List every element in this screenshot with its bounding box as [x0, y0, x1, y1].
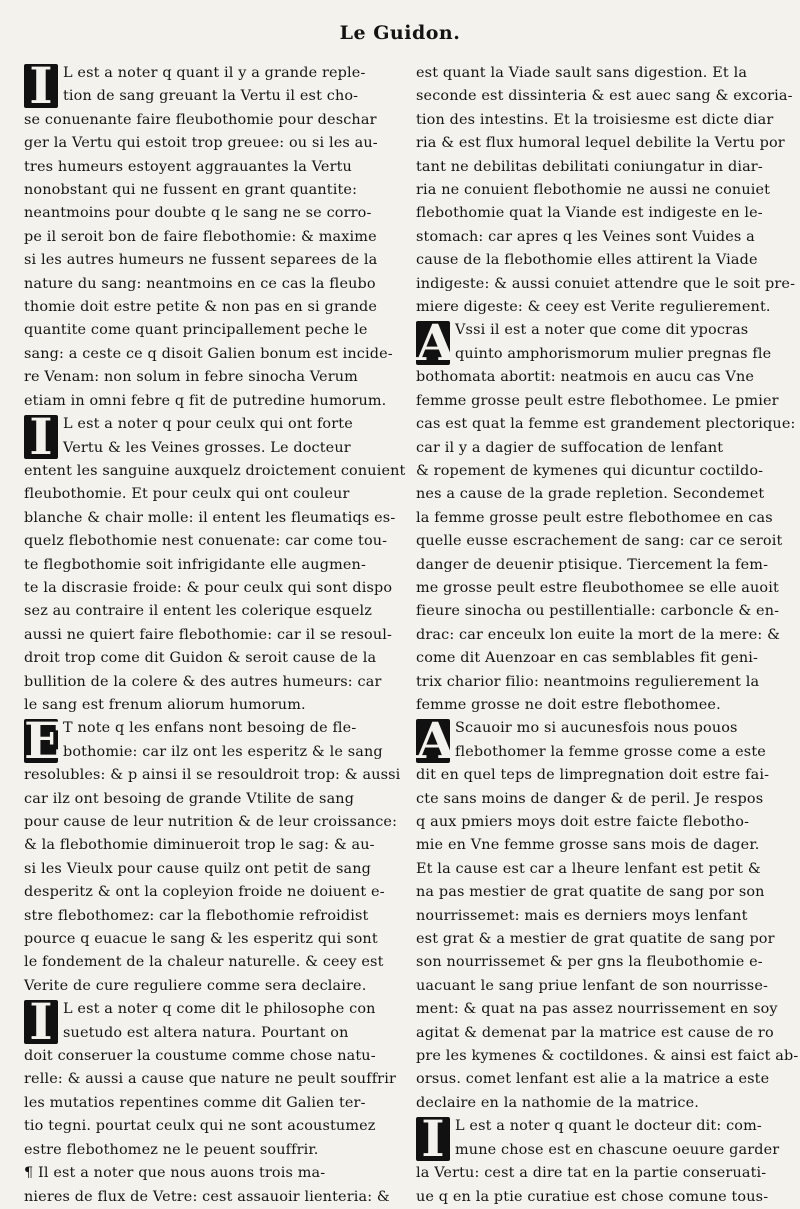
- text-line: sang: a ceste ce q disoit Galien bonum est incide-: [24, 345, 393, 362]
- text-line: declaire en la nathomie de la matrice.: [416, 1094, 699, 1111]
- text-line: est quant la Viade sault sans digestion. Et la: [416, 65, 748, 81]
- text-line: fleubothomie. Et pour ceulx qui ont couleur: [24, 486, 350, 503]
- paragraph: [416, 62, 796, 319]
- paragraph: [24, 56, 396, 413]
- text-line: son nourrissemet & per gns la fleubothomie e-: [416, 954, 763, 971]
- text-line: drac: car enceulx lon euite la mort de la mere: &: [416, 626, 781, 643]
- right-text-column: [416, 62, 799, 1205]
- text-line: desperitz & ont la copleyion froide ne doiuent e-: [24, 884, 385, 901]
- text-line: neantmoins pour doubte q le sang ne se corro-: [24, 205, 372, 222]
- text-line: miere digeste: & ceey est Verite regulierement.: [416, 299, 771, 316]
- drop-capital: A: [416, 313, 455, 373]
- text-line: flebothomie quat la Viande est indigeste en le-: [416, 205, 763, 222]
- drop-capital: I: [24, 415, 58, 459]
- text-line: bullition de la colere & des autres humeurs: car: [24, 673, 382, 690]
- text-line: & ropement de kymenes qui dicuntur coctildo-: [416, 462, 764, 479]
- text-line: te flegbothomie soit infrigidante elle augmen-: [24, 556, 366, 573]
- drop-capital: I: [24, 1000, 58, 1044]
- text-line: trix charior filio: neantmoins regulierement la: [416, 673, 760, 690]
- drop-capital: I: [24, 64, 58, 108]
- text-line: L est a noter q pour ceulx qui ont forte: [63, 416, 353, 433]
- text-line: tio tegni. pourtat ceulx qui ne sont acoustumez: [24, 1118, 376, 1135]
- text-line: resolubles: & p ainsi il se resouldroit trop: & aussi: [24, 767, 401, 784]
- text-line: Vssi il est a noter que come dit ypocras: [455, 322, 749, 339]
- text-line: tion de sang greuant la Vertu il est cho-: [63, 88, 359, 105]
- paragraph: [24, 407, 406, 717]
- left-text-column: [24, 56, 406, 1205]
- text-line: cte sans moins de danger & de peril. Je respos: [416, 790, 764, 807]
- text-line: ¶ Il est a noter que nous auons trois ma-: [24, 1165, 326, 1182]
- text-line: cause de la flebothomie elles attirent la Viade: [416, 252, 758, 269]
- text-line: te la discrasie froide: & pour ceulx qui sont dispo: [24, 579, 393, 596]
- text-line: stre flebothomez: car la flebothomie refroidist: [24, 907, 369, 924]
- drop-capital: E: [24, 711, 63, 771]
- text-line: tres humeurs estoyent aggrauantes la Vertu: [24, 158, 352, 175]
- text-line: me grosse peult estre fleubothomee se elle auoit: [416, 579, 779, 596]
- text-line: aussi ne quiert faire flebothomie: car il se resoul-: [24, 626, 393, 643]
- text-line: ger la Vertu qui estoit trop greuee: ou si les au-: [24, 135, 378, 152]
- text-line: & la flebothomie diminueroit trop le sag: & au-: [24, 837, 375, 854]
- text-line: tion des intestins. Et la troisiesme est dicte diar: [416, 111, 774, 128]
- drop-capital: A: [416, 711, 455, 771]
- text-line: thomie doit estre petite & non pas en si grande: [24, 299, 378, 316]
- text-line: doit conseruer la coustume comme chose natu-: [24, 1048, 376, 1065]
- text-line: les mutatios repentines comme dit Galien ter-: [24, 1094, 366, 1111]
- text-line: quelz flebothomie nest conuenate: car come tou-: [24, 533, 388, 550]
- text-line: droit trop come dit Guidon & seroit cause de la: [24, 650, 377, 667]
- text-line: suetudo est altera natura. Pourtant on: [63, 1024, 349, 1041]
- text-line: L est a noter q quant il y a grande reple-: [63, 65, 366, 81]
- text-line: T note q les enfans nont besoing de fle-: [63, 720, 357, 737]
- text-line: blanche & chair molle: il entent les fleumatiqs es-: [24, 509, 396, 526]
- text-line: etiam in omni febre q fit de putredine humorum.: [24, 392, 387, 409]
- paragraph: [416, 1109, 782, 1209]
- text-line: ria & est flux humoral lequel debilite la Vertu por: [416, 135, 785, 152]
- text-line: stomach: car apres q les Veines sont Vuides a: [416, 228, 755, 245]
- text-line: re Venam: non solum in febre sinocha Verum: [24, 369, 358, 386]
- text-line: estre flebothomez ne le peuent souffrir.: [24, 1141, 319, 1158]
- text-line: quelle eusse escrachement de sang: car ce seroit: [416, 533, 783, 550]
- text-line: pre les kymenes & coctildones. & ainsi est faict ab-: [416, 1048, 799, 1065]
- text-line: sez au contraire il entent les colerique esquelz: [24, 603, 373, 620]
- text-line: fieure sinocha ou pestillentialle: carboncle & en-: [416, 603, 780, 620]
- text-line: si les autres humeurs ne fussent separees de la: [24, 252, 378, 269]
- text-line: Scauoir mo si aucunesfois nous pouos: [455, 720, 738, 737]
- text-line: come dit Auenzoar en cas semblables fit geni-: [416, 650, 759, 667]
- text-line: car il y a dagier de suffocation de lenfant: [416, 439, 724, 456]
- text-line: nourrissemet: mais es derniers moys lenfant: [416, 907, 748, 924]
- text-line: femme grosse peult estre flebothomee. Le pmier: [416, 392, 779, 409]
- text-line: le fondement de la chaleur naturelle. & ceey est: [24, 954, 384, 971]
- text-line: si les Vieulx pour cause quilz ont petit de sang: [24, 860, 371, 877]
- paragraph: [24, 992, 396, 1162]
- paragraph: [416, 313, 796, 717]
- paragraph: [24, 1162, 396, 1209]
- text-line: na pas mestier de grat quatite de sang por son: [416, 884, 765, 901]
- text-line: orsus. comet lenfant est alie a la matrice a este: [416, 1071, 770, 1088]
- text-line: cas est quat la femme est grandement plectorique:: [416, 416, 796, 433]
- text-line: quinto amphorismorum mulier pregnas fle: [455, 345, 772, 362]
- text-line: L est a noter q come dit le philosophe con: [63, 1001, 376, 1018]
- text-line: pource q euacue le sang & les esperitz qui sont: [24, 931, 378, 948]
- text-line: la Vertu: cest a dire tat en la partie conseruati-: [416, 1165, 767, 1182]
- text-line: Vertu & les Veines grosses. Le docteur: [63, 439, 351, 456]
- text-line: mune chose est en chascune oeuure garder: [455, 1141, 780, 1158]
- text-line: car ilz ont besoing de grande Vtilite de sang: [24, 790, 355, 807]
- text-line: uacuant le sang priue lenfant de son nourrisse-: [416, 977, 769, 994]
- text-line: relle: & aussi a cause que nature ne peult souffrir: [24, 1071, 396, 1088]
- paragraph: [24, 711, 401, 998]
- text-line: femme grosse ne doit estre flebothomee.: [416, 696, 721, 713]
- text-line: la femme grosse peult estre flebothomee en cas: [416, 509, 773, 526]
- text-line: flebothomer la femme grosse come a este: [455, 743, 766, 760]
- text-line: bothomie: car ilz ont les esperitz & le sang: [63, 743, 383, 760]
- text-line: nature du sang: neantmoins en ce cas la fleubo: [24, 275, 376, 292]
- text-line: nes a cause de la grade repletion. Secondemet: [416, 486, 765, 503]
- text-line: ria ne conuient flebothomie ne aussi ne conuiet: [416, 182, 771, 199]
- text-line: danger de deuenir ptisique. Tiercement la fem-: [416, 556, 769, 573]
- text-line: pour cause de leur nutrition & de leur croissance:: [24, 814, 398, 830]
- text-line: L est a noter q quant le docteur dit: com-: [455, 1118, 762, 1135]
- text-line: seconde est dissinteria & est auec sang & excoria-: [416, 88, 793, 105]
- text-line: ue q en la ptie curatiue est chose comune tous-: [416, 1188, 769, 1205]
- text-line: indigeste: & aussi conuiet attendre que le soit pre-: [416, 275, 796, 292]
- text-line: pe il seroit bon de faire flebothomie: & maxime: [24, 228, 377, 245]
- paragraph: [416, 711, 799, 1115]
- text-line: bothomata abortit: neatmois en aucu cas Vne: [416, 369, 755, 386]
- text-line: Et la cause est car a lheure lenfant est petit &: [416, 860, 761, 877]
- text-line: nonobstant qui ne fussent en grant quantite:: [24, 182, 358, 199]
- text-line: se conuenante faire fleubothomie pour deschar: [24, 111, 377, 128]
- drop-capital: I: [416, 1117, 450, 1161]
- text-line: est grat & a mestier de grat quatite de sang por: [416, 931, 775, 948]
- text-line: dit en quel teps de limpregnation doit estre fai-: [416, 767, 770, 784]
- running-head: Le Guidon.: [339, 22, 461, 44]
- text-line: agitat & demenat par la matrice est cause de ro: [416, 1024, 774, 1041]
- text-line: tant ne debilitas debilitati coniungatur in diar-: [416, 158, 763, 175]
- text-line: quantite come quant principallement peche le: [24, 322, 368, 339]
- text-line: mie en Vne femme grosse sans mois de dager.: [416, 837, 760, 854]
- text-line: Verite de cure reguliere comme sera declaire.: [24, 977, 367, 994]
- text-line: ment: & quat na pas assez nourrissement en soy: [416, 1001, 778, 1018]
- text-line: entent les sanguine auxquelz droictement conuient: [24, 462, 406, 479]
- text-line: nieres de flux de Vetre: cest assauoir lienteria: &: [24, 1188, 390, 1205]
- text-line: le sang est frenum aliorum humorum.: [24, 696, 306, 713]
- text-line: q aux pmiers moys doit estre faicte flebotho-: [416, 814, 750, 830]
